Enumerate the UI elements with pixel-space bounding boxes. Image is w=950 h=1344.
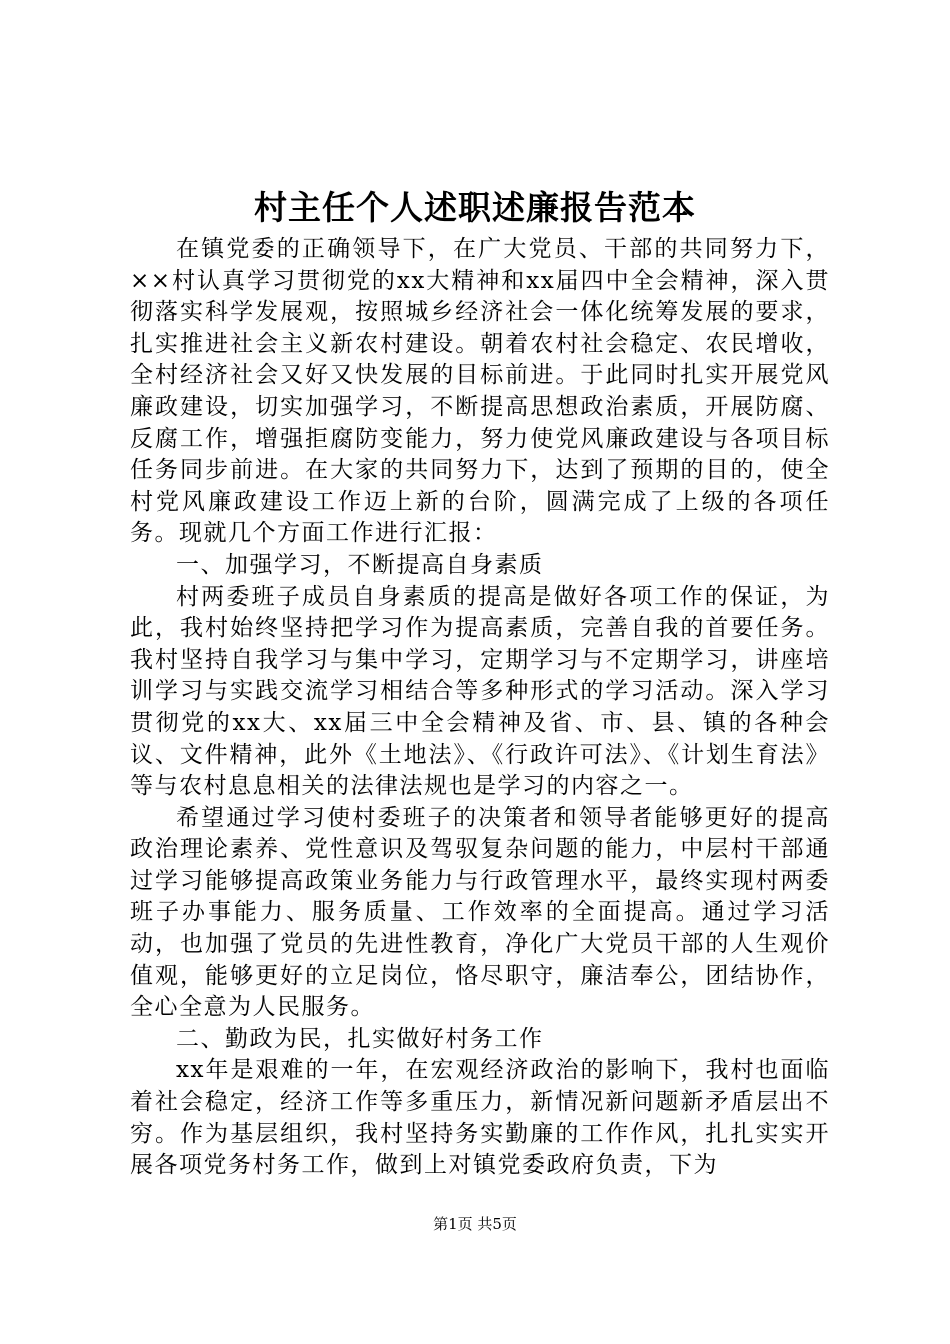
paragraph-intro: 在镇党委的正确领导下，在广大党员、干部的共同努力下，××村认真学习贯彻党的xx大精神和xx届四中全会精神，深入贯彻落实科学发展观，按照城乡经济社会一体化统筹发展的要求，扎实推进社会主义新农村建设。朝着农村社会稳定、农民增收，全村经济社会又好又快发展的目标前进。于此同时扎实开展党风廉政建设，切实加强学习，不断提高思想政治素质，开展防腐、反腐工作，增强拒腐防变能力，努力使党风廉政建设与各项目标任务同步前进。在大家的共同努力下，达到了预期的目的，使全村党风廉政建设工作迈上新的台阶，圆满完成了上级的各项任务。现就几个方面工作进行汇报： bbox=[130, 236, 830, 547]
page-footer: 第1页 共5页 bbox=[433, 1215, 517, 1233]
section-heading-1: 一、加强学习，不断提高自身素质 bbox=[176, 551, 544, 578]
section-heading-2: 二、勤政为民，扎实做好村务工作 bbox=[176, 1025, 544, 1052]
paragraph-study-goal: 希望通过学习使村委班子的决策者和领导者能够更好的提高政治理论素养、党性意识及驾驭复杂问题的能力，中层村干部通过学习能够提高政策业务能力与行政管理水平，最终实现村两委班子办事能力、服务质量、工作效率的全面提高。通过学习活动，也加强了党员的先进性教育，净化广大党员干部的人生观价值观，能够更好的立足岗位，恪尽职守，廉洁奉公，团结协作，全心全意为人民服务。 bbox=[130, 804, 830, 1021]
document-body bbox=[130, 234, 830, 1182]
paragraph-study: 村两委班子成员自身素质的提高是做好各项工作的保证，为此，我村始终坚持把学习作为提高素质，完善自我的首要任务。我村坚持自我学习与集中学习，定期学习与不定期学习，讲座培训学习与实践交流学习相结合等多种形式的学习活动。深入学习贯彻党的xx大、xx届三中全会精神及省、市、县、镇的各种会议、文件精神，此外《土地法》、《行政许可法》、《计划生育法》等与农村息息相关的法律法规也是学习的内容之一。 bbox=[130, 583, 830, 800]
document-title: 村主任个人述职述廉报告范本 bbox=[254, 188, 696, 227]
paragraph-village-work: xx年是艰难的一年，在宏观经济政治的影响下，我村也面临着社会稳定，经济工作等多重压力，新情况新问题新矛盾层出不穷。作为基层组织，我村坚持务实勤廉的工作作风，扎扎实实开展各项党务村务工作，做到上对镇党委政府负责，下为 bbox=[130, 1057, 830, 1179]
